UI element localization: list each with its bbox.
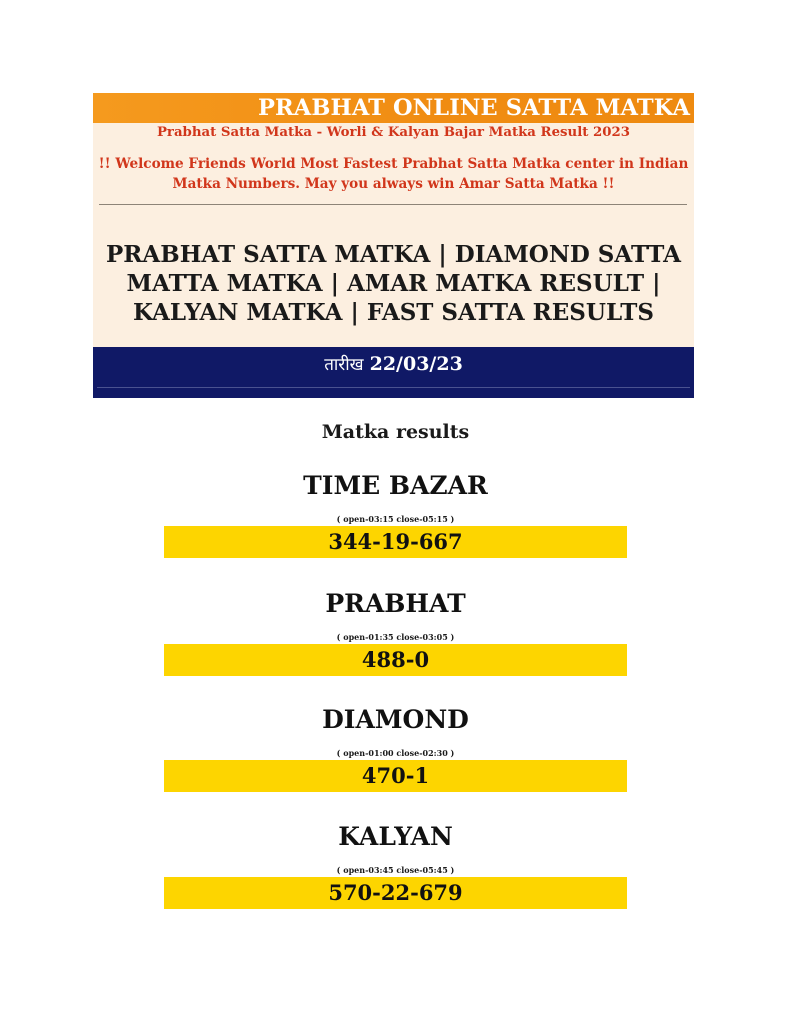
result-value: 488-0 (361, 647, 430, 672)
market-timing: ( open-03:45 close-05:45 ) (336, 865, 455, 875)
market-prabhat (0, 588, 791, 705)
date-label: तारीख (324, 355, 364, 375)
result-bar (164, 526, 627, 558)
welcome-line: Matka Numbers. May you always win Amar Satta Matka !! (172, 176, 615, 192)
date-divider (97, 387, 690, 388)
market-timing: ( open-03:15 close-05:15 ) (336, 514, 455, 524)
result-value: 344-19-667 (328, 529, 463, 554)
result-bar (164, 644, 627, 676)
market-name: DIAMOND (322, 705, 469, 734)
result-value: 570-22-679 (328, 880, 463, 905)
header-banner (93, 93, 694, 398)
market-time-bazar (0, 470, 791, 587)
headline-line: PRABHAT SATTA MATKA | DIAMOND SATTA (106, 241, 681, 268)
market-timing: ( open-01:00 close-02:30 ) (336, 748, 455, 758)
divider (99, 204, 687, 205)
market-name: TIME BAZAR (303, 471, 488, 500)
results-heading: Matka results (321, 421, 470, 443)
headline (93, 240, 694, 327)
subtitle: Prabhat Satta Matka - Worli & Kalyan Bajar Matka Result 2023 (156, 125, 631, 140)
market-diamond (0, 704, 791, 821)
headline-line: KALYAN MATKA | FAST SATTA RESULTS (133, 299, 654, 326)
title-bar (93, 93, 694, 123)
market-name: KALYAN (338, 822, 453, 851)
headline-line: MATTA MATKA | AMAR MATKA RESULT | (126, 270, 661, 297)
welcome-message (93, 154, 694, 194)
site-title: PRABHAT ONLINE SATTA MATKA (257, 95, 690, 121)
market-name: PRABHAT (325, 589, 466, 618)
welcome-line: !! Welcome Friends World Most Fastest Prabhat Satta Matka center in Indian (98, 156, 689, 172)
market-kalyan (0, 821, 791, 938)
result-bar (164, 760, 627, 792)
result-bar (164, 877, 627, 909)
result-value: 470-1 (361, 763, 430, 788)
date-bar (93, 347, 694, 398)
date-value: 22/03/23 (369, 353, 463, 375)
date-display (93, 352, 694, 375)
market-timing: ( open-01:35 close-03:05 ) (336, 632, 455, 642)
